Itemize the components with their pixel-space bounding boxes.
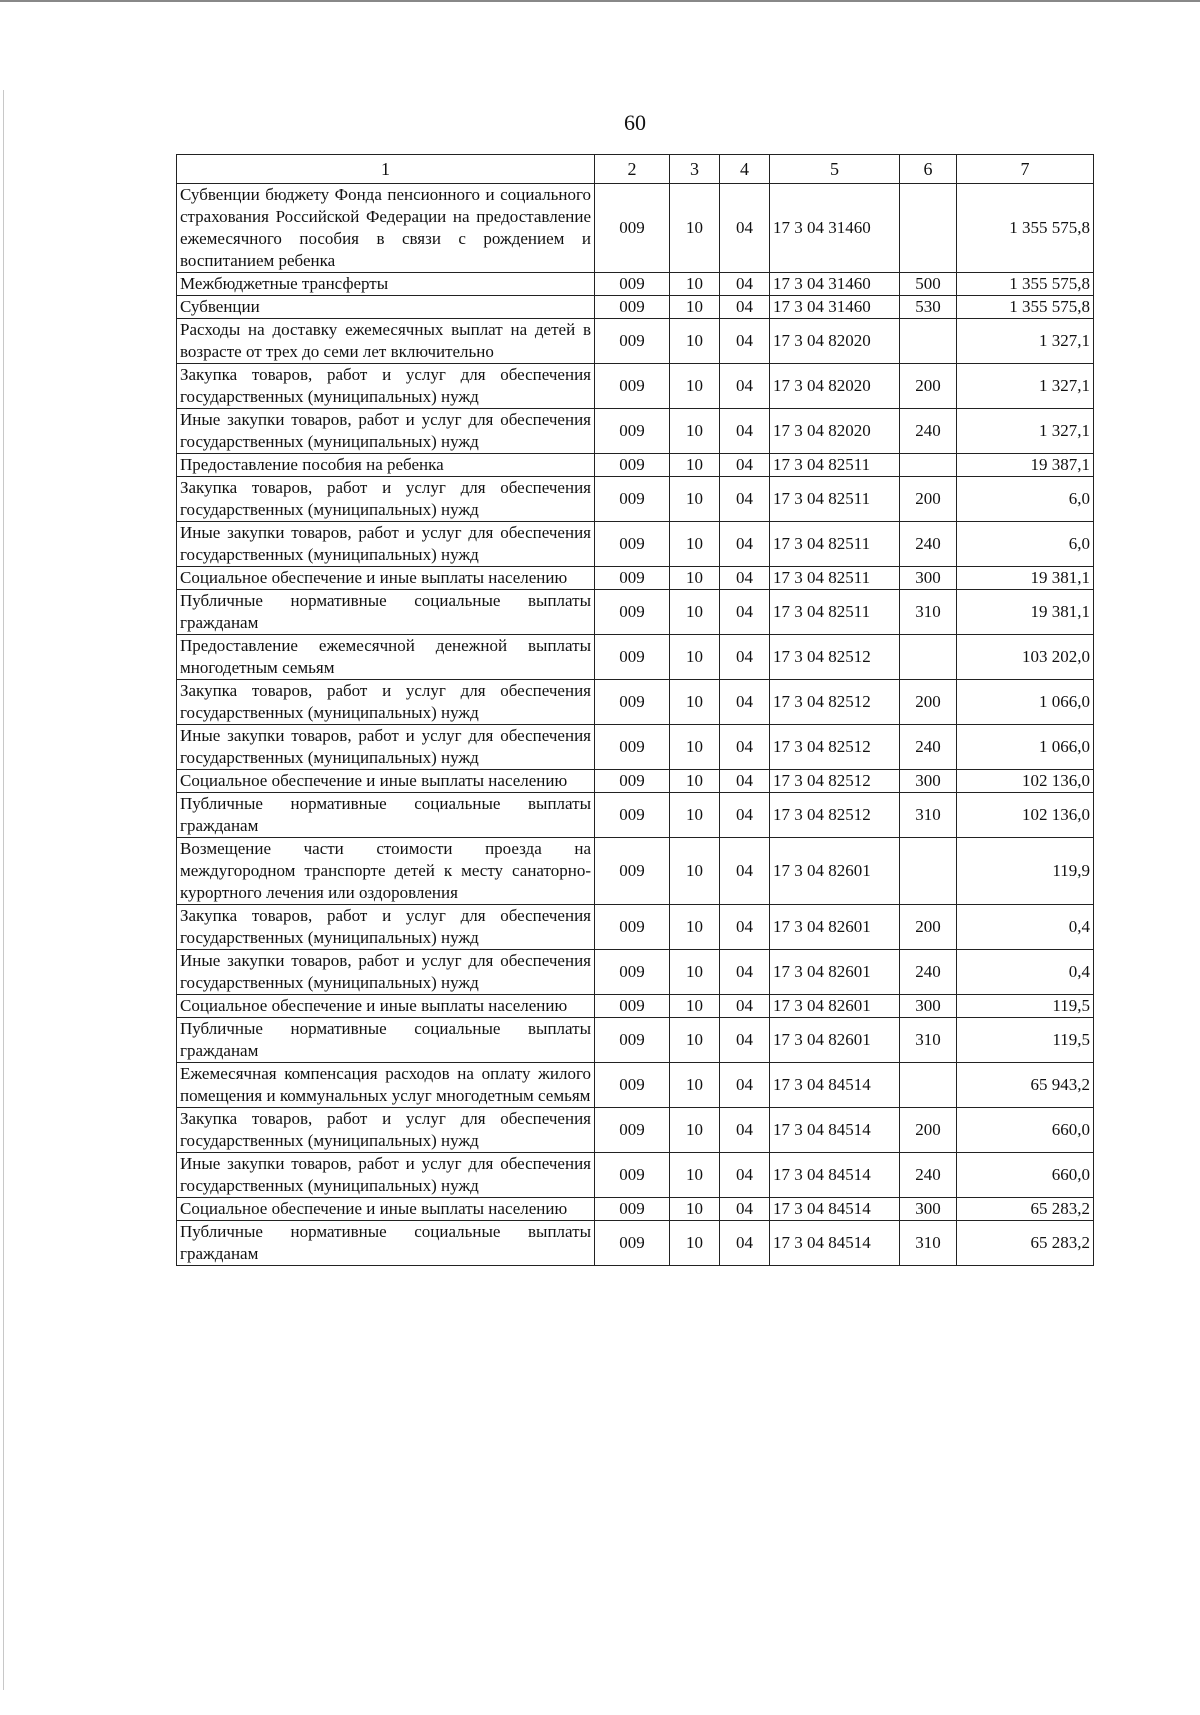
amount-cell: 6,0 xyxy=(957,522,1094,567)
amount-cell: 65 283,2 xyxy=(957,1198,1094,1221)
target-article-cell: 17 3 04 82601 xyxy=(770,905,900,950)
expense-type-cell: 200 xyxy=(900,364,957,409)
ministry-code-cell: 009 xyxy=(595,273,670,296)
ministry-code-cell: 009 xyxy=(595,635,670,680)
subsection-code-cell: 04 xyxy=(720,273,770,296)
expense-type-cell xyxy=(900,1063,957,1108)
section-code-cell: 10 xyxy=(670,477,720,522)
table-row xyxy=(177,296,1094,319)
expense-type-cell: 310 xyxy=(900,1221,957,1266)
table-row xyxy=(177,454,1094,477)
table-row xyxy=(177,680,1094,725)
subsection-code-cell: 04 xyxy=(720,567,770,590)
section-code-cell: 10 xyxy=(670,680,720,725)
subsection-code-cell: 04 xyxy=(720,364,770,409)
target-article-cell: 17 3 04 84514 xyxy=(770,1221,900,1266)
amount-cell: 6,0 xyxy=(957,477,1094,522)
section-code-cell: 10 xyxy=(670,364,720,409)
subsection-code-cell: 04 xyxy=(720,793,770,838)
row-name-cell: Иные закупки товаров, работ и услуг для обеспечения государственных (муниципальных) нужд xyxy=(177,409,595,454)
target-article-cell: 17 3 04 82020 xyxy=(770,364,900,409)
amount-cell: 660,0 xyxy=(957,1108,1094,1153)
row-name-cell: Предоставление ежемесячной денежной выплаты многодетным семьям xyxy=(177,635,595,680)
row-name-cell: Публичные нормативные социальные выплаты гражданам xyxy=(177,793,595,838)
table-row xyxy=(177,995,1094,1018)
table-row xyxy=(177,1063,1094,1108)
row-name-cell: Публичные нормативные социальные выплаты гражданам xyxy=(177,1018,595,1063)
subsection-code-cell: 04 xyxy=(720,409,770,454)
subsection-code-cell: 04 xyxy=(720,296,770,319)
ministry-code-cell: 009 xyxy=(595,838,670,905)
target-article-cell: 17 3 04 82512 xyxy=(770,635,900,680)
scan-left-edge xyxy=(3,90,4,1690)
section-code-cell: 10 xyxy=(670,635,720,680)
amount-cell: 65 283,2 xyxy=(957,1221,1094,1266)
ministry-code-cell: 009 xyxy=(595,409,670,454)
table-row xyxy=(177,590,1094,635)
target-article-cell: 17 3 04 82511 xyxy=(770,567,900,590)
row-name-cell: Публичные нормативные социальные выплаты гражданам xyxy=(177,590,595,635)
ministry-code-cell: 009 xyxy=(595,522,670,567)
ministry-code-cell: 009 xyxy=(595,590,670,635)
target-article-cell: 17 3 04 82020 xyxy=(770,319,900,364)
subsection-code-cell: 04 xyxy=(720,770,770,793)
ministry-code-cell: 009 xyxy=(595,1108,670,1153)
expense-type-cell: 300 xyxy=(900,770,957,793)
table-row xyxy=(177,950,1094,995)
amount-cell: 1 355 575,8 xyxy=(957,184,1094,273)
row-name-cell: Публичные нормативные социальные выплаты гражданам xyxy=(177,1221,595,1266)
target-article-cell: 17 3 04 84514 xyxy=(770,1198,900,1221)
column-header: 2 xyxy=(595,155,670,184)
expense-type-cell: 200 xyxy=(900,477,957,522)
subsection-code-cell: 04 xyxy=(720,1153,770,1198)
row-name-cell: Расходы на доставку ежемесячных выплат на детей в возрасте от трех до семи лет включительно xyxy=(177,319,595,364)
expense-type-cell xyxy=(900,184,957,273)
scan-top-edge xyxy=(0,0,1200,2)
expense-type-cell: 240 xyxy=(900,1153,957,1198)
target-article-cell: 17 3 04 82601 xyxy=(770,838,900,905)
amount-cell: 660,0 xyxy=(957,1153,1094,1198)
row-name-cell: Субвенции бюджету Фонда пенсионного и социального страхования Российской Федерации на предоставление ежемесячного пособия в связи с рождением и воспитанием ребенка xyxy=(177,184,595,273)
target-article-cell: 17 3 04 84514 xyxy=(770,1153,900,1198)
row-name-cell: Закупка товаров, работ и услуг для обеспечения государственных (муниципальных) нужд xyxy=(177,364,595,409)
amount-cell: 1 327,1 xyxy=(957,364,1094,409)
row-name-cell: Субвенции xyxy=(177,296,595,319)
ministry-code-cell: 009 xyxy=(595,995,670,1018)
subsection-code-cell: 04 xyxy=(720,454,770,477)
row-name-cell: Иные закупки товаров, работ и услуг для обеспечения государственных (муниципальных) нужд xyxy=(177,725,595,770)
column-header: 4 xyxy=(720,155,770,184)
section-code-cell: 10 xyxy=(670,793,720,838)
subsection-code-cell: 04 xyxy=(720,522,770,567)
expense-type-cell: 310 xyxy=(900,793,957,838)
target-article-cell: 17 3 04 82020 xyxy=(770,409,900,454)
ministry-code-cell: 009 xyxy=(595,793,670,838)
amount-cell: 19 381,1 xyxy=(957,567,1094,590)
table-row xyxy=(177,1108,1094,1153)
section-code-cell: 10 xyxy=(670,1018,720,1063)
table-row xyxy=(177,319,1094,364)
subsection-code-cell: 04 xyxy=(720,319,770,364)
amount-cell: 65 943,2 xyxy=(957,1063,1094,1108)
amount-cell: 19 387,1 xyxy=(957,454,1094,477)
ministry-code-cell: 009 xyxy=(595,905,670,950)
expense-type-cell: 200 xyxy=(900,1108,957,1153)
table-row xyxy=(177,184,1094,273)
subsection-code-cell: 04 xyxy=(720,477,770,522)
column-header: 3 xyxy=(670,155,720,184)
row-name-cell: Закупка товаров, работ и услуг для обеспечения государственных (муниципальных) нужд xyxy=(177,477,595,522)
row-name-cell: Социальное обеспечение и иные выплаты населению xyxy=(177,1198,595,1221)
table-row xyxy=(177,838,1094,905)
row-name-cell: Закупка товаров, работ и услуг для обеспечения государственных (муниципальных) нужд xyxy=(177,680,595,725)
row-name-cell: Социальное обеспечение и иные выплаты населению xyxy=(177,995,595,1018)
target-article-cell: 17 3 04 82601 xyxy=(770,950,900,995)
ministry-code-cell: 009 xyxy=(595,1063,670,1108)
target-article-cell: 17 3 04 82512 xyxy=(770,770,900,793)
target-article-cell: 17 3 04 82511 xyxy=(770,454,900,477)
expense-type-cell xyxy=(900,635,957,680)
ministry-code-cell: 009 xyxy=(595,1018,670,1063)
subsection-code-cell: 04 xyxy=(720,1063,770,1108)
row-name-cell: Закупка товаров, работ и услуг для обеспечения государственных (муниципальных) нужд xyxy=(177,905,595,950)
table-row xyxy=(177,1153,1094,1198)
section-code-cell: 10 xyxy=(670,950,720,995)
section-code-cell: 10 xyxy=(670,409,720,454)
target-article-cell: 17 3 04 82601 xyxy=(770,1018,900,1063)
amount-cell: 1 327,1 xyxy=(957,319,1094,364)
amount-cell: 1 066,0 xyxy=(957,725,1094,770)
row-name-cell: Предоставление пособия на ребенка xyxy=(177,454,595,477)
ministry-code-cell: 009 xyxy=(595,770,670,793)
table-row xyxy=(177,635,1094,680)
amount-cell: 119,9 xyxy=(957,838,1094,905)
target-article-cell: 17 3 04 82601 xyxy=(770,995,900,1018)
column-header: 1 xyxy=(177,155,595,184)
row-name-cell: Иные закупки товаров, работ и услуг для обеспечения государственных (муниципальных) нужд xyxy=(177,522,595,567)
table-row xyxy=(177,477,1094,522)
column-header: 7 xyxy=(957,155,1094,184)
subsection-code-cell: 04 xyxy=(720,184,770,273)
ministry-code-cell: 009 xyxy=(595,1153,670,1198)
amount-cell: 102 136,0 xyxy=(957,770,1094,793)
subsection-code-cell: 04 xyxy=(720,1018,770,1063)
ministry-code-cell: 009 xyxy=(595,319,670,364)
amount-cell: 1 327,1 xyxy=(957,409,1094,454)
expense-type-cell: 240 xyxy=(900,725,957,770)
budget-table xyxy=(176,154,1094,1266)
section-code-cell: 10 xyxy=(670,770,720,793)
table-row xyxy=(177,522,1094,567)
table-row xyxy=(177,770,1094,793)
subsection-code-cell: 04 xyxy=(720,725,770,770)
section-code-cell: 10 xyxy=(670,725,720,770)
section-code-cell: 10 xyxy=(670,838,720,905)
expense-type-cell: 310 xyxy=(900,1018,957,1063)
section-code-cell: 10 xyxy=(670,296,720,319)
target-article-cell: 17 3 04 31460 xyxy=(770,184,900,273)
amount-cell: 0,4 xyxy=(957,950,1094,995)
ministry-code-cell: 009 xyxy=(595,1221,670,1266)
section-code-cell: 10 xyxy=(670,273,720,296)
row-name-cell: Социальное обеспечение и иные выплаты населению xyxy=(177,770,595,793)
target-article-cell: 17 3 04 82512 xyxy=(770,793,900,838)
expense-type-cell: 200 xyxy=(900,680,957,725)
subsection-code-cell: 04 xyxy=(720,838,770,905)
target-article-cell: 17 3 04 82512 xyxy=(770,725,900,770)
table-row xyxy=(177,1221,1094,1266)
ministry-code-cell: 009 xyxy=(595,950,670,995)
table-row xyxy=(177,409,1094,454)
section-code-cell: 10 xyxy=(670,1198,720,1221)
section-code-cell: 10 xyxy=(670,454,720,477)
expense-type-cell: 500 xyxy=(900,273,957,296)
expense-type-cell xyxy=(900,319,957,364)
row-name-cell: Социальное обеспечение и иные выплаты населению xyxy=(177,567,595,590)
expense-type-cell xyxy=(900,838,957,905)
section-code-cell: 10 xyxy=(670,184,720,273)
amount-cell: 103 202,0 xyxy=(957,635,1094,680)
table-row xyxy=(177,905,1094,950)
amount-cell: 1 066,0 xyxy=(957,680,1094,725)
subsection-code-cell: 04 xyxy=(720,680,770,725)
ministry-code-cell: 009 xyxy=(595,567,670,590)
table-row xyxy=(177,725,1094,770)
expense-type-cell: 300 xyxy=(900,567,957,590)
target-article-cell: 17 3 04 84514 xyxy=(770,1108,900,1153)
ministry-code-cell: 009 xyxy=(595,454,670,477)
subsection-code-cell: 04 xyxy=(720,995,770,1018)
amount-cell: 19 381,1 xyxy=(957,590,1094,635)
ministry-code-cell: 009 xyxy=(595,1198,670,1221)
row-name-cell: Иные закупки товаров, работ и услуг для обеспечения государственных (муниципальных) нужд xyxy=(177,1153,595,1198)
target-article-cell: 17 3 04 82511 xyxy=(770,522,900,567)
ministry-code-cell: 009 xyxy=(595,725,670,770)
amount-cell: 1 355 575,8 xyxy=(957,273,1094,296)
table-row xyxy=(177,1198,1094,1221)
expense-type-cell: 240 xyxy=(900,409,957,454)
row-name-cell: Закупка товаров, работ и услуг для обеспечения государственных (муниципальных) нужд xyxy=(177,1108,595,1153)
section-code-cell: 10 xyxy=(670,522,720,567)
row-name-cell: Ежемесячная компенсация расходов на оплату жилого помещения и коммунальных услуг многодетным семьям xyxy=(177,1063,595,1108)
subsection-code-cell: 04 xyxy=(720,590,770,635)
expense-type-cell: 310 xyxy=(900,590,957,635)
target-article-cell: 17 3 04 84514 xyxy=(770,1063,900,1108)
section-code-cell: 10 xyxy=(670,1153,720,1198)
ministry-code-cell: 009 xyxy=(595,184,670,273)
amount-cell: 119,5 xyxy=(957,995,1094,1018)
section-code-cell: 10 xyxy=(670,319,720,364)
row-name-cell: Возмещение части стоимости проезда на междугородном транспорте детей к месту санаторно-курортного лечения или оздоровления xyxy=(177,838,595,905)
amount-cell: 0,4 xyxy=(957,905,1094,950)
expense-type-cell: 300 xyxy=(900,1198,957,1221)
subsection-code-cell: 04 xyxy=(720,905,770,950)
target-article-cell: 17 3 04 82512 xyxy=(770,680,900,725)
ministry-code-cell: 009 xyxy=(595,680,670,725)
table-row xyxy=(177,567,1094,590)
subsection-code-cell: 04 xyxy=(720,1198,770,1221)
section-code-cell: 10 xyxy=(670,1108,720,1153)
section-code-cell: 10 xyxy=(670,1063,720,1108)
amount-cell: 1 355 575,8 xyxy=(957,296,1094,319)
amount-cell: 119,5 xyxy=(957,1018,1094,1063)
table-body xyxy=(177,184,1094,1266)
table-row xyxy=(177,273,1094,296)
section-code-cell: 10 xyxy=(670,567,720,590)
subsection-code-cell: 04 xyxy=(720,635,770,680)
section-code-cell: 10 xyxy=(670,590,720,635)
section-code-cell: 10 xyxy=(670,1221,720,1266)
row-name-cell: Иные закупки товаров, работ и услуг для обеспечения государственных (муниципальных) нужд xyxy=(177,950,595,995)
ministry-code-cell: 009 xyxy=(595,296,670,319)
target-article-cell: 17 3 04 82511 xyxy=(770,477,900,522)
ministry-code-cell: 009 xyxy=(595,477,670,522)
expense-type-cell: 300 xyxy=(900,995,957,1018)
ministry-code-cell: 009 xyxy=(595,364,670,409)
section-code-cell: 10 xyxy=(670,905,720,950)
amount-cell: 102 136,0 xyxy=(957,793,1094,838)
section-code-cell: 10 xyxy=(670,995,720,1018)
header-row xyxy=(177,155,1094,184)
column-header: 6 xyxy=(900,155,957,184)
expense-type-cell xyxy=(900,454,957,477)
target-article-cell: 17 3 04 31460 xyxy=(770,296,900,319)
target-article-cell: 17 3 04 82511 xyxy=(770,590,900,635)
subsection-code-cell: 04 xyxy=(720,950,770,995)
table-row xyxy=(177,793,1094,838)
subsection-code-cell: 04 xyxy=(720,1108,770,1153)
expense-type-cell: 200 xyxy=(900,905,957,950)
column-header: 5 xyxy=(770,155,900,184)
page-number: 60 xyxy=(624,110,646,135)
target-article-cell: 17 3 04 31460 xyxy=(770,273,900,296)
expense-type-cell: 240 xyxy=(900,950,957,995)
subsection-code-cell: 04 xyxy=(720,1221,770,1266)
row-name-cell: Межбюджетные трансферты xyxy=(177,273,595,296)
table-row xyxy=(177,364,1094,409)
expense-type-cell: 530 xyxy=(900,296,957,319)
table-row xyxy=(177,1018,1094,1063)
expense-type-cell: 240 xyxy=(900,522,957,567)
